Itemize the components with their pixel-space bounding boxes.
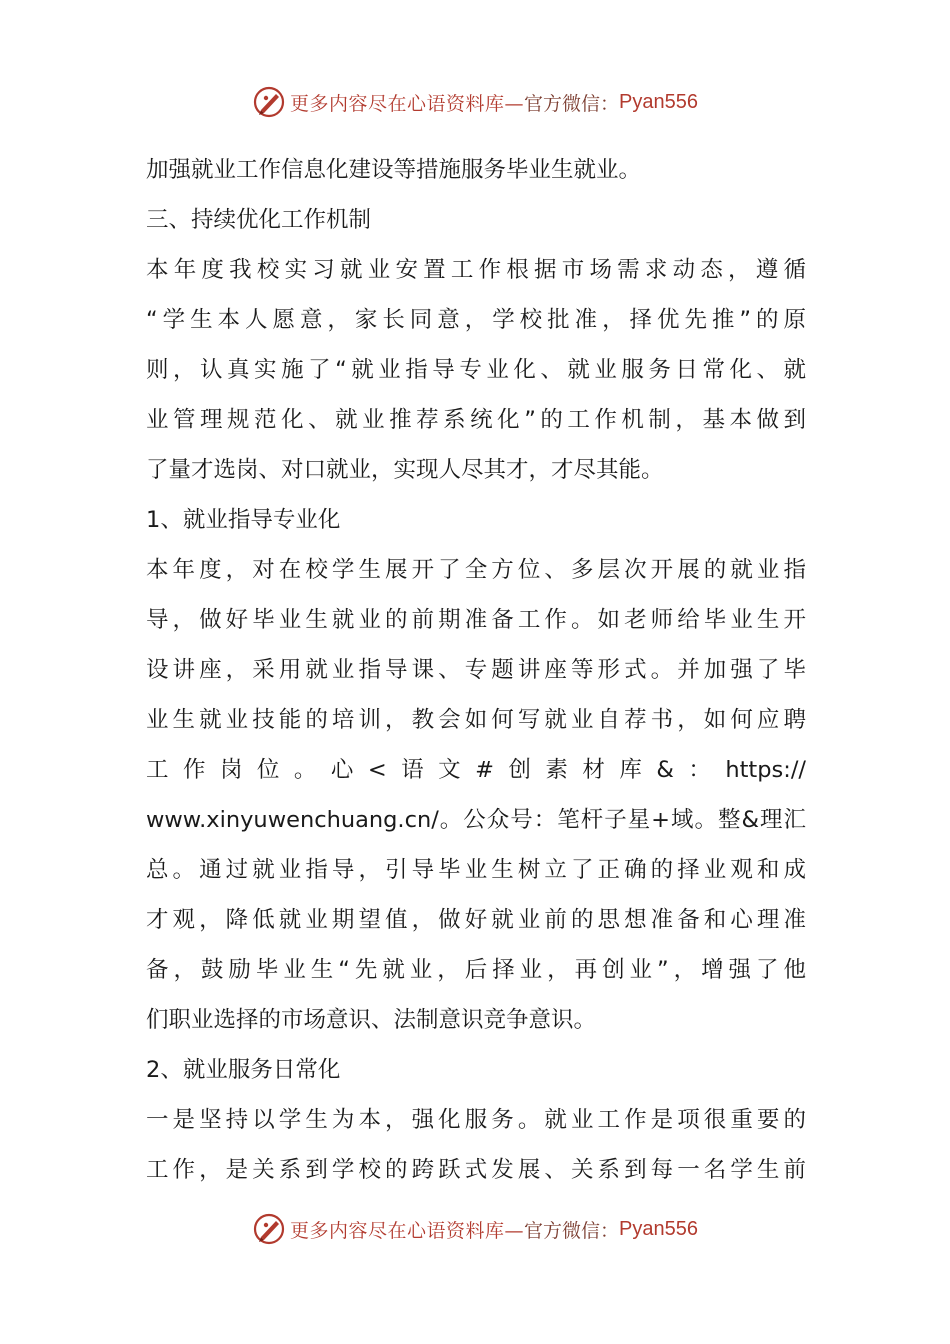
body-line: 工作岗位。心<语文#创素材库&：https:// [146,757,806,783]
subsection-heading: 2、就业服务日常化 [146,1057,341,1083]
body-line: 业生就业技能的培训，教会如何写就业自荐书，如何应聘 [146,707,806,733]
subsection-heading: 1、就业指导专业化 [146,507,341,533]
banner-text: 更多内容尽在心语资料库— [290,1219,525,1242]
footer-banner [0,1209,950,1249]
banner-text: 更多内容尽在心语资料库— [290,92,525,115]
body-line: 总。通过就业指导，引导毕业生树立了正确的择业观和成 [146,857,806,883]
body-line: 一是坚持以学生为本，强化服务。就业工作是项很重要的 [146,1107,806,1133]
body-line: 才观，降低就业期望值，做好就业前的思想准备和心理准 [146,907,806,933]
header-banner [0,82,950,122]
body-line: 备，鼓励毕业生“先就业，后择业，再创业”，增强了他 [146,957,806,983]
body-line: 本年度我校实习就业安置工作根据市场需求动态，遵循 [146,257,806,283]
pen-logo-icon [252,85,286,119]
body-line: 们职业选择的市场意识、法制意识竞争意识。 [146,1007,597,1033]
body-line: 导，做好毕业生就业的前期准备工作。如老师给毕业生开 [146,607,806,633]
body-line: 了量才选岗、对口就业，实现人尽其才，才尽其能。 [146,457,664,483]
pen-logo-icon [252,1212,286,1246]
body-line: 业管理规范化、就业推荐系统化”的工作机制，基本做到 [146,407,806,433]
document-body [146,145,806,1195]
body-line: 加强就业工作信息化建设等措施服务毕业生就业。 [146,157,642,183]
banner-wechat-label: 官方微信： [524,1219,620,1242]
banner-wechat-id: Pyan556 [619,1217,698,1240]
body-line: 设讲座，采用就业指导课、专题讲座等形式。并加强了毕 [146,657,806,683]
banner-wechat-label: 官方微信： [524,92,620,115]
body-line: “学生本人愿意，家长同意，学校批准，择优先推”的原 [146,307,806,333]
section-heading: 三、持续优化工作机制 [146,207,372,233]
banner-wechat-id: Pyan556 [619,90,698,113]
body-line: 工作，是关系到学校的跨跃式发展、关系到每一名学生前 [146,1157,806,1183]
body-line: 本年度，对在校学生展开了全方位、多层次开展的就业指 [146,557,806,583]
body-line: www.xinyuwenchuang.cn/。公众号：笔杆子星+域。整&理汇 [146,807,806,833]
body-line: 则，认真实施了“就业指导专业化、就业服务日常化、就 [146,357,806,383]
